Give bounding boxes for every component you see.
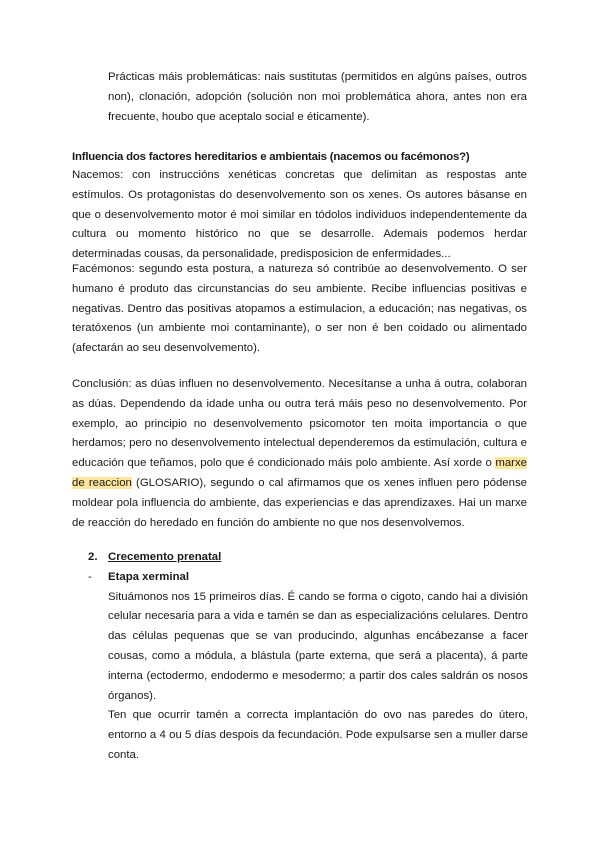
conclusion-text-after: (GLOSARIO), segundo o cal afirmamos que os xenes influen pero pódense moldear pola influencia do ambiente, das experiencias e das aprendizaxes. Hai un marxe de reacción do heredado en función do ambiente no que nos desenvolvemos. (72, 476, 527, 529)
highlight-marxe-de-reaccion: marxe de reaccion (72, 457, 527, 489)
para-etapa-xerminal-2: Ten que ocurrir tamén a correcta implantación do ovo nas paredes do útero, entorno a 4 ou 5 días despois da fecundación. Pode expulsarse sen a muller darse conta. (108, 709, 528, 761)
section-heading (88, 548, 528, 568)
conclusion-text-before: Conclusión: as dúas influen no desenvolvemento. Necesítanse a unha á outra, colaboran as dúas. Dependendo da idade unha ou outra terá máis peso no desenvolvemento. Por exemplo, ao principio no desenvolvemento psicomotor ten moita importancia o que herdamos; pero no desenvolvemento intelectual dependeremos da estimulación, cultura e educación que teñamos, polo que é condicionado máis polo ambiente. Así xorde o (72, 378, 527, 470)
para-etapa-xerminal-1: Situámonos nos 15 primeiros días. É cando se forma o cigoto, cando hai a división celular necesaria para a vida e tamén se dan as especializacións celulares. Dentro das células pequenas que se van producindo, algunhas encábezanse a facer cousas, como a módula, a blástula (parte externa, que será a placenta), á parte interna (ectodermo, endodermo e mesodermo; a partir dos cales saldrán os nosos órganos). (108, 590, 528, 702)
para-intro: Prácticas máis problemáticas: nais sustitutas (permitidos en algúns países, outros non), clonación, adopción (solución non moi problemática ahora, antes non era frecuente, houbo que aceptalo social e éticamente). (108, 71, 527, 123)
para-conclusion (72, 375, 527, 533)
section-crecemento-prenatal (88, 548, 528, 766)
bullet-dash: - (88, 570, 92, 583)
heading-influencia: Influencia dos factores hereditarios e ambientais (nacemos ou facémonos?) (72, 151, 470, 163)
subsection-title: Etapa xerminal (108, 570, 190, 583)
para-nacemos: Nacemos: con instruccións xenéticas concretas que delimitan as respostas ante estímulos. Os protagonistas do desenvolvemento son os xenes. Os autores básanse en que o desenvolvemento motor é moi similar en tódolos individuos independentemente da cultura ou momento histórico no que se desarrolle. Ademais podemos herdar determinadas cousas, da personalidade, predisposicion de enfermidades... (72, 169, 527, 261)
subsection-heading (88, 568, 528, 588)
section-number: 2. (88, 551, 98, 563)
para-facemonos: Facémonos: segundo esta postura, a natureza só contribúe ao desenvolvemento. O ser humano é produto das circunstancias do seu ambiente. Recibe influencias positivas e negativas. Dentro das positivas atopamos a estimulacion, a educación; nas negativas, os teratóxenos (un ambiente moi contaminante), o ser non é ben coidado ou alimentado (afectarán ao seu desenvolvemento). (72, 263, 527, 355)
section-title: Crecemento prenatal (108, 551, 222, 563)
